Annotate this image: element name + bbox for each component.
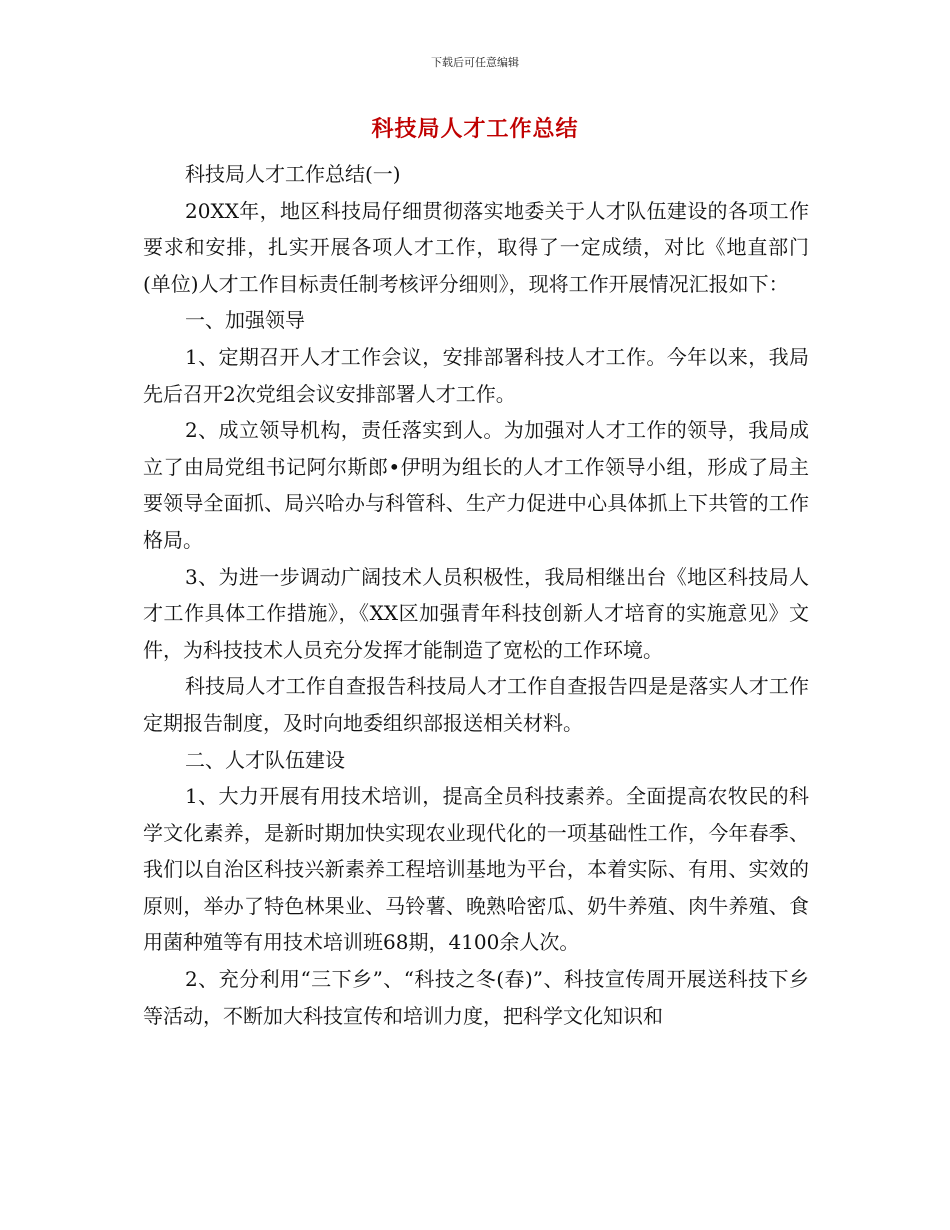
paragraph-item: 1、定期召开人才工作会议，安排部署科技人才工作。今年以来，我局先后召开2次党组会议安排部署人才工作。 (143, 344, 809, 406)
paragraph-item: 2、充分利用“三下乡”、“科技之冬(春)”、科技宣传周开展送科技下乡等活动，不断加大科技宣传和培训力度，把科学文化知识和 (143, 967, 809, 1028)
header-note: 下载后可任意编辑 (431, 56, 519, 69)
paragraph-item: 2、成立领导机构，责任落实到人。为加强对人才工作的领导，我局成立了由局党组书记阿尔斯郎•伊明为组长的人才工作领导小组，形成了局主要领导全面抓、局兴哈办与科管科、生产力促进中心具体抓上下共管的工作格局。 (143, 418, 809, 552)
paragraph-item: 科技局人才工作自查报告科技局人才工作自查报告四是是落实人才工作定期报告制度，及时向地委组织部报送相关材料。 (143, 674, 809, 735)
paragraph-intro: 20XX年，地区科技局仔细贯彻落实地委关于人才队伍建设的各项工作要求和安排，扎实开展各项人才工作，取得了一定成绩，对比《地直部门(单位)人才工作目标责任制考核评分细则》，现将工作开展情况汇报如下： (143, 198, 809, 296)
document-body (143, 156, 809, 1034)
paragraph-subtitle: 科技局人才工作总结(一) (185, 162, 401, 186)
document-title: 科技局人才工作总结 (371, 117, 579, 142)
paragraph-item: 1、大力开展有用技术培训，提高全员科技素养。全面提高农牧民的科学文化素养，是新时期加快实现农业现代化的一项基础性工作，今年春季、我们以自治区科技兴新素养工程培训基地为平台，本着实际、有用、实效的原则，举办了特色林果业、马铃薯、晚熟哈密瓜、奶牛养殖、肉牛养殖、食用菌种殖等有用技术培训班68期，4100余人次。 (143, 784, 809, 955)
paragraph-item: 3、为进一步调动广阔技术人员积极性，我局相继出台《地区科技局人才工作具体工作措施》，《XX区加强青年科技创新人才培育的实施意见》文件，为科技技术人员充分发挥才能制造了宽松的工作环境。 (143, 564, 809, 662)
section-heading-leadership: 一、加强领导 (185, 308, 305, 333)
section-heading-talent-team: 二、人才队伍建设 (185, 747, 345, 772)
